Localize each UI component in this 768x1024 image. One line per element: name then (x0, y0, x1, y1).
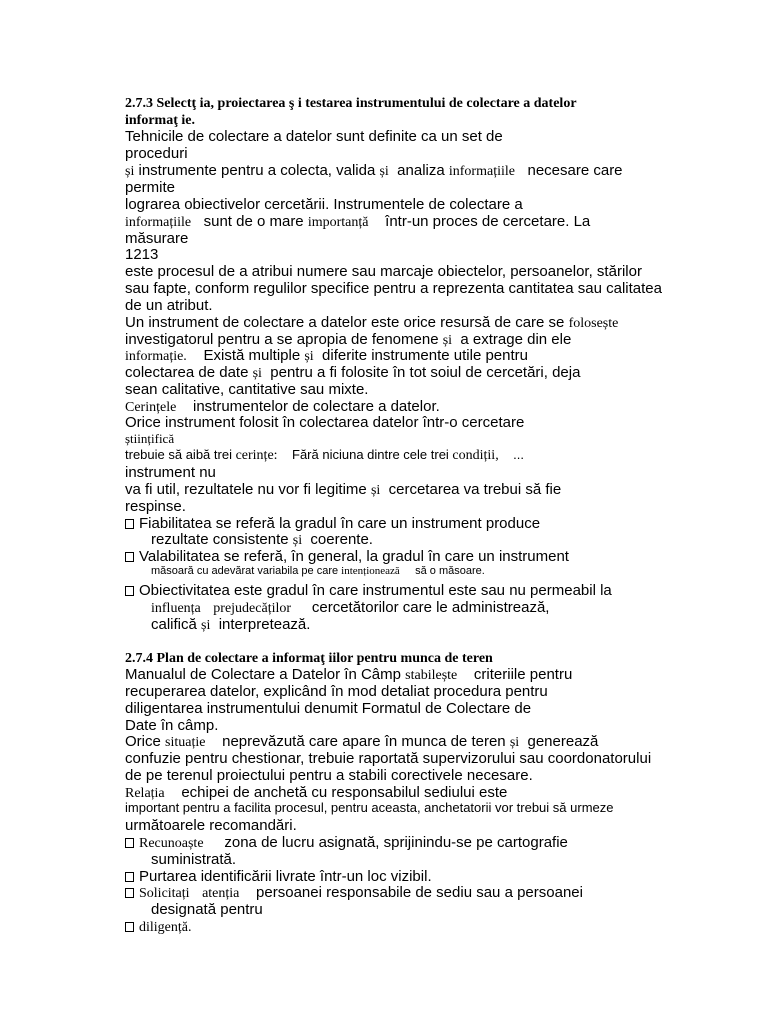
paragraph-line: Relația echipei de anchetă cu responsabilul sediului este (125, 784, 508, 801)
bullet-item: diligență. (125, 918, 192, 936)
paragraph-line: și instrumente pentru a colecta, valida și analiza informațiile necesare care (125, 162, 623, 179)
bullet-box-icon (125, 888, 134, 898)
bullet-item: Obiectivitatea este gradul în care instrumentul este sau nu permeabil la (125, 582, 612, 599)
bullet-box-icon (125, 586, 134, 596)
paragraph-line: instrument nu (125, 464, 216, 481)
paragraph-line: informațiile sunt de o mare importanță într-un proces de cercetare. La (125, 213, 591, 230)
paragraph-line: permite (125, 179, 176, 196)
bullet-item: Purtarea identificării livrate într-un loc vizibil. (125, 868, 432, 885)
paragraph-line: respinse. (125, 498, 186, 515)
paragraph-line: Manualul de Colectare a Datelor în Câmp stabilește criteriile pentru (125, 666, 573, 683)
bullet-item-continuation: influența prejudecăților cercetătorilor care le administrează, (151, 599, 550, 616)
section-274-title: 2.7.4 Plan de colectare a informaţ iilor pentru munca de teren (125, 651, 493, 666)
paragraph-line: sean calitative, cantitative sau mixte. (125, 381, 369, 398)
paragraph-line: lograrea obiectivelor cercetării. Instrumentele de colectare a (125, 196, 523, 213)
bullet-box-icon (125, 922, 134, 932)
paragraph-line: următoarele recomandări. (125, 817, 297, 834)
bullet-item: Valabilitatea se referă, în general, la gradul în care un instrument (125, 548, 569, 565)
bullet-item-continuation: designată pentru (151, 901, 263, 918)
section-273-title-line-1: 2.7.3 Selectţ ia, proiectarea ş i testarea instrumentului de colectare a datelor (125, 96, 577, 111)
paragraph-line: colectarea de date și pentru a fi folosite în tot soiul de cercetări, deja (125, 364, 581, 381)
paragraph-line: important pentru a facilita procesul, pentru aceasta, anchetatorii vor trebui să urmeze (125, 800, 614, 815)
paragraph-line: recuperarea datelor, explicând în mod detaliat procedura pentru (125, 683, 548, 700)
paragraph-line: diligentarea instrumentului denumit Formatul de Colectare de (125, 700, 532, 717)
paragraph-line: de pe terenul proiectului pentru a stabili corectivele necesare. (125, 767, 533, 784)
bullet-box-icon (125, 519, 134, 529)
paragraph-line: investigatorul pentru a se apropia de fenomene și a extrage din ele (125, 331, 572, 348)
paragraph-line: Orice instrument folosit în colectarea datelor într-o cercetare (125, 414, 525, 431)
page-number-inline: 1213 (125, 246, 159, 263)
bullet-item-continuation: măsoară cu adevărat variabila pe care intenționează să o măsoare. (151, 565, 485, 577)
bullet-item-continuation: califică și interpretează. (151, 616, 311, 633)
bullet-box-icon (125, 552, 134, 562)
paragraph-line: științifică (125, 431, 175, 446)
paragraph-line: informație. Există multiple și diferite instrumente utile pentru (125, 347, 528, 364)
paragraph-line: sau fapte, conform regulilor specifice pentru a reprezenta cantitatea sau calitatea (125, 280, 662, 297)
paragraph-line: este procesul de a atribui numere sau marcaje obiectelor, persoanelor, stărilor (125, 263, 642, 280)
bullet-item: Recunoaște zona de lucru asignată, sprijinindu-se pe cartografie (125, 834, 568, 852)
paragraph-line: măsurare (125, 230, 189, 247)
bullet-item: Fiabilitatea se referă la gradul în care un instrument produce (125, 515, 540, 532)
paragraph-line: va fi util, rezultatele nu vor fi legitime și cercetarea va trebui să fie (125, 481, 562, 498)
paragraph-line: Un instrument de colectare a datelor este orice resursă de care se folosește (125, 314, 619, 331)
paragraph-line: Cerințele instrumentelor de colectare a datelor. (125, 398, 440, 415)
paragraph-line: Orice situație neprevăzută care apare în munca de teren și generează (125, 733, 599, 750)
paragraph-line: trebuie să aibă trei cerințe: Fără niciuna dintre cele trei condiții, ... (125, 447, 524, 463)
bullet-item: Solicitați atenția persoanei responsabile de sediu sau a persoanei (125, 884, 583, 902)
bullet-box-icon (125, 872, 134, 882)
section-273-title-line-2: informaţ ie. (125, 113, 195, 128)
bullet-item-continuation: suministrată. (151, 851, 237, 868)
paragraph-line: de un atribut. (125, 297, 213, 314)
paragraph-line: Tehnicile de colectare a datelor sunt definite ca un set de (125, 128, 503, 145)
paragraph-line: confuzie pentru chestionar, trebuie raportată supervizorului sau coordonatorului (125, 750, 652, 767)
bullet-item-continuation: rezultate consistente și coerente. (151, 531, 373, 548)
bullet-box-icon (125, 838, 134, 848)
paragraph-line: Date în câmp. (125, 717, 219, 734)
paragraph-line: proceduri (125, 145, 188, 162)
